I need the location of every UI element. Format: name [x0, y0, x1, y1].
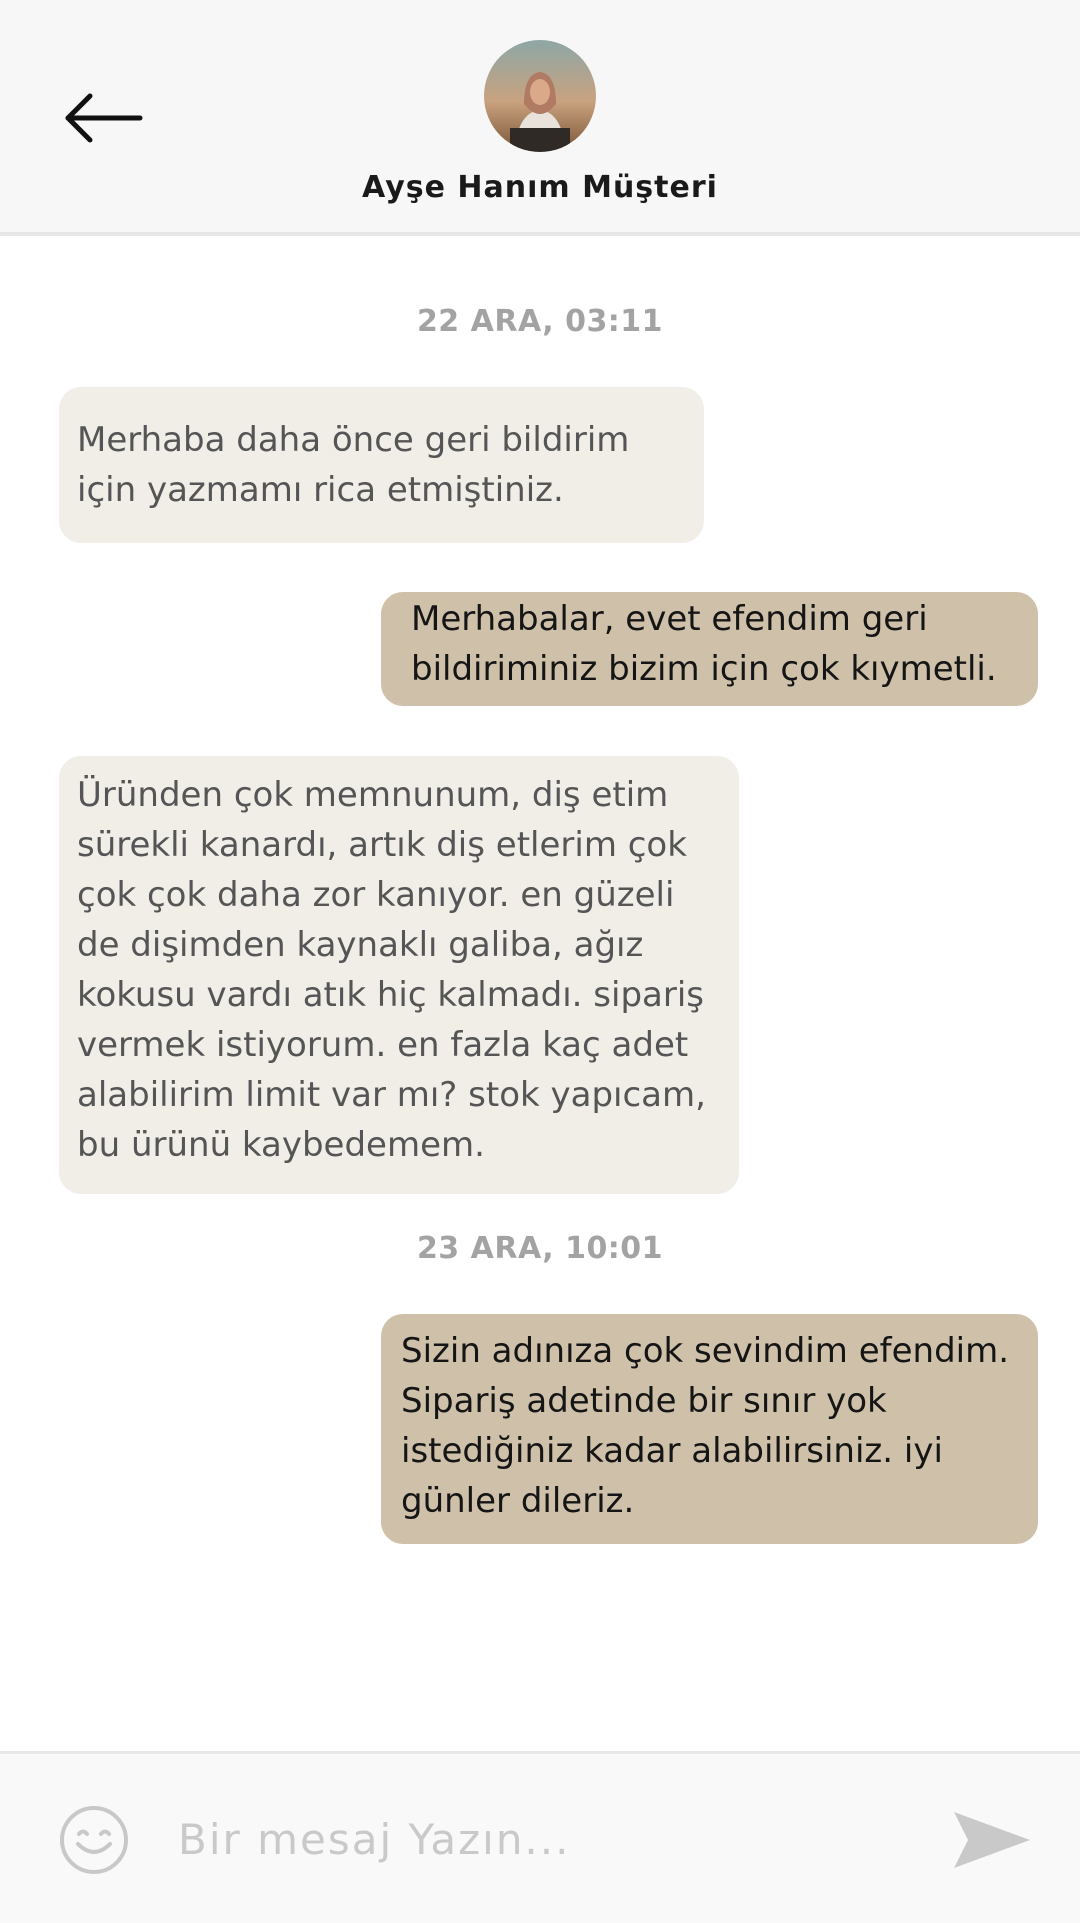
contact-name: Ayşe Hanım Müşteri — [362, 170, 718, 205]
arrow-left-icon — [60, 88, 150, 148]
message-composer — [0, 1751, 1080, 1923]
avatar[interactable] — [484, 40, 596, 152]
message-outgoing: Sizin adınıza çok sevindim efendim. Sipariş adetinde bir sınır yok istediğiniz kadar alabilirsiniz. iyi günler dileriz. — [381, 1314, 1038, 1544]
message-input[interactable] — [178, 1794, 898, 1884]
chat-header — [0, 0, 1080, 236]
emoji-button[interactable] — [58, 1804, 130, 1876]
send-button[interactable] — [950, 1804, 1034, 1876]
message-incoming: Üründen çok memnunum, diş etim sürekli kanardı, artık diş etlerim çok çok çok daha zor kanıyor. en güzeli de dişimden kaynaklı galiba, ağız kokusu vardı atık hiç kalmadı. sipariş vermek istiyorum. en fazla kaç adet alabilirim limit var mı? stok yapıcam, bu ürünü kaybedemem. — [59, 756, 739, 1194]
smiley-icon — [58, 1804, 130, 1876]
send-icon — [950, 1804, 1034, 1876]
timestamp: 22 ARA, 03:11 — [416, 304, 664, 339]
message-incoming: Merhaba daha önce geri bildirim için yazmamı rica etmiştiniz. — [59, 387, 704, 543]
back-button[interactable] — [60, 88, 150, 148]
timestamp: 23 ARA, 10:01 — [416, 1231, 664, 1266]
message-outgoing: Merhabalar, evet efendim geri bildiriminiz bizim için çok kıymetli. — [381, 592, 1038, 706]
